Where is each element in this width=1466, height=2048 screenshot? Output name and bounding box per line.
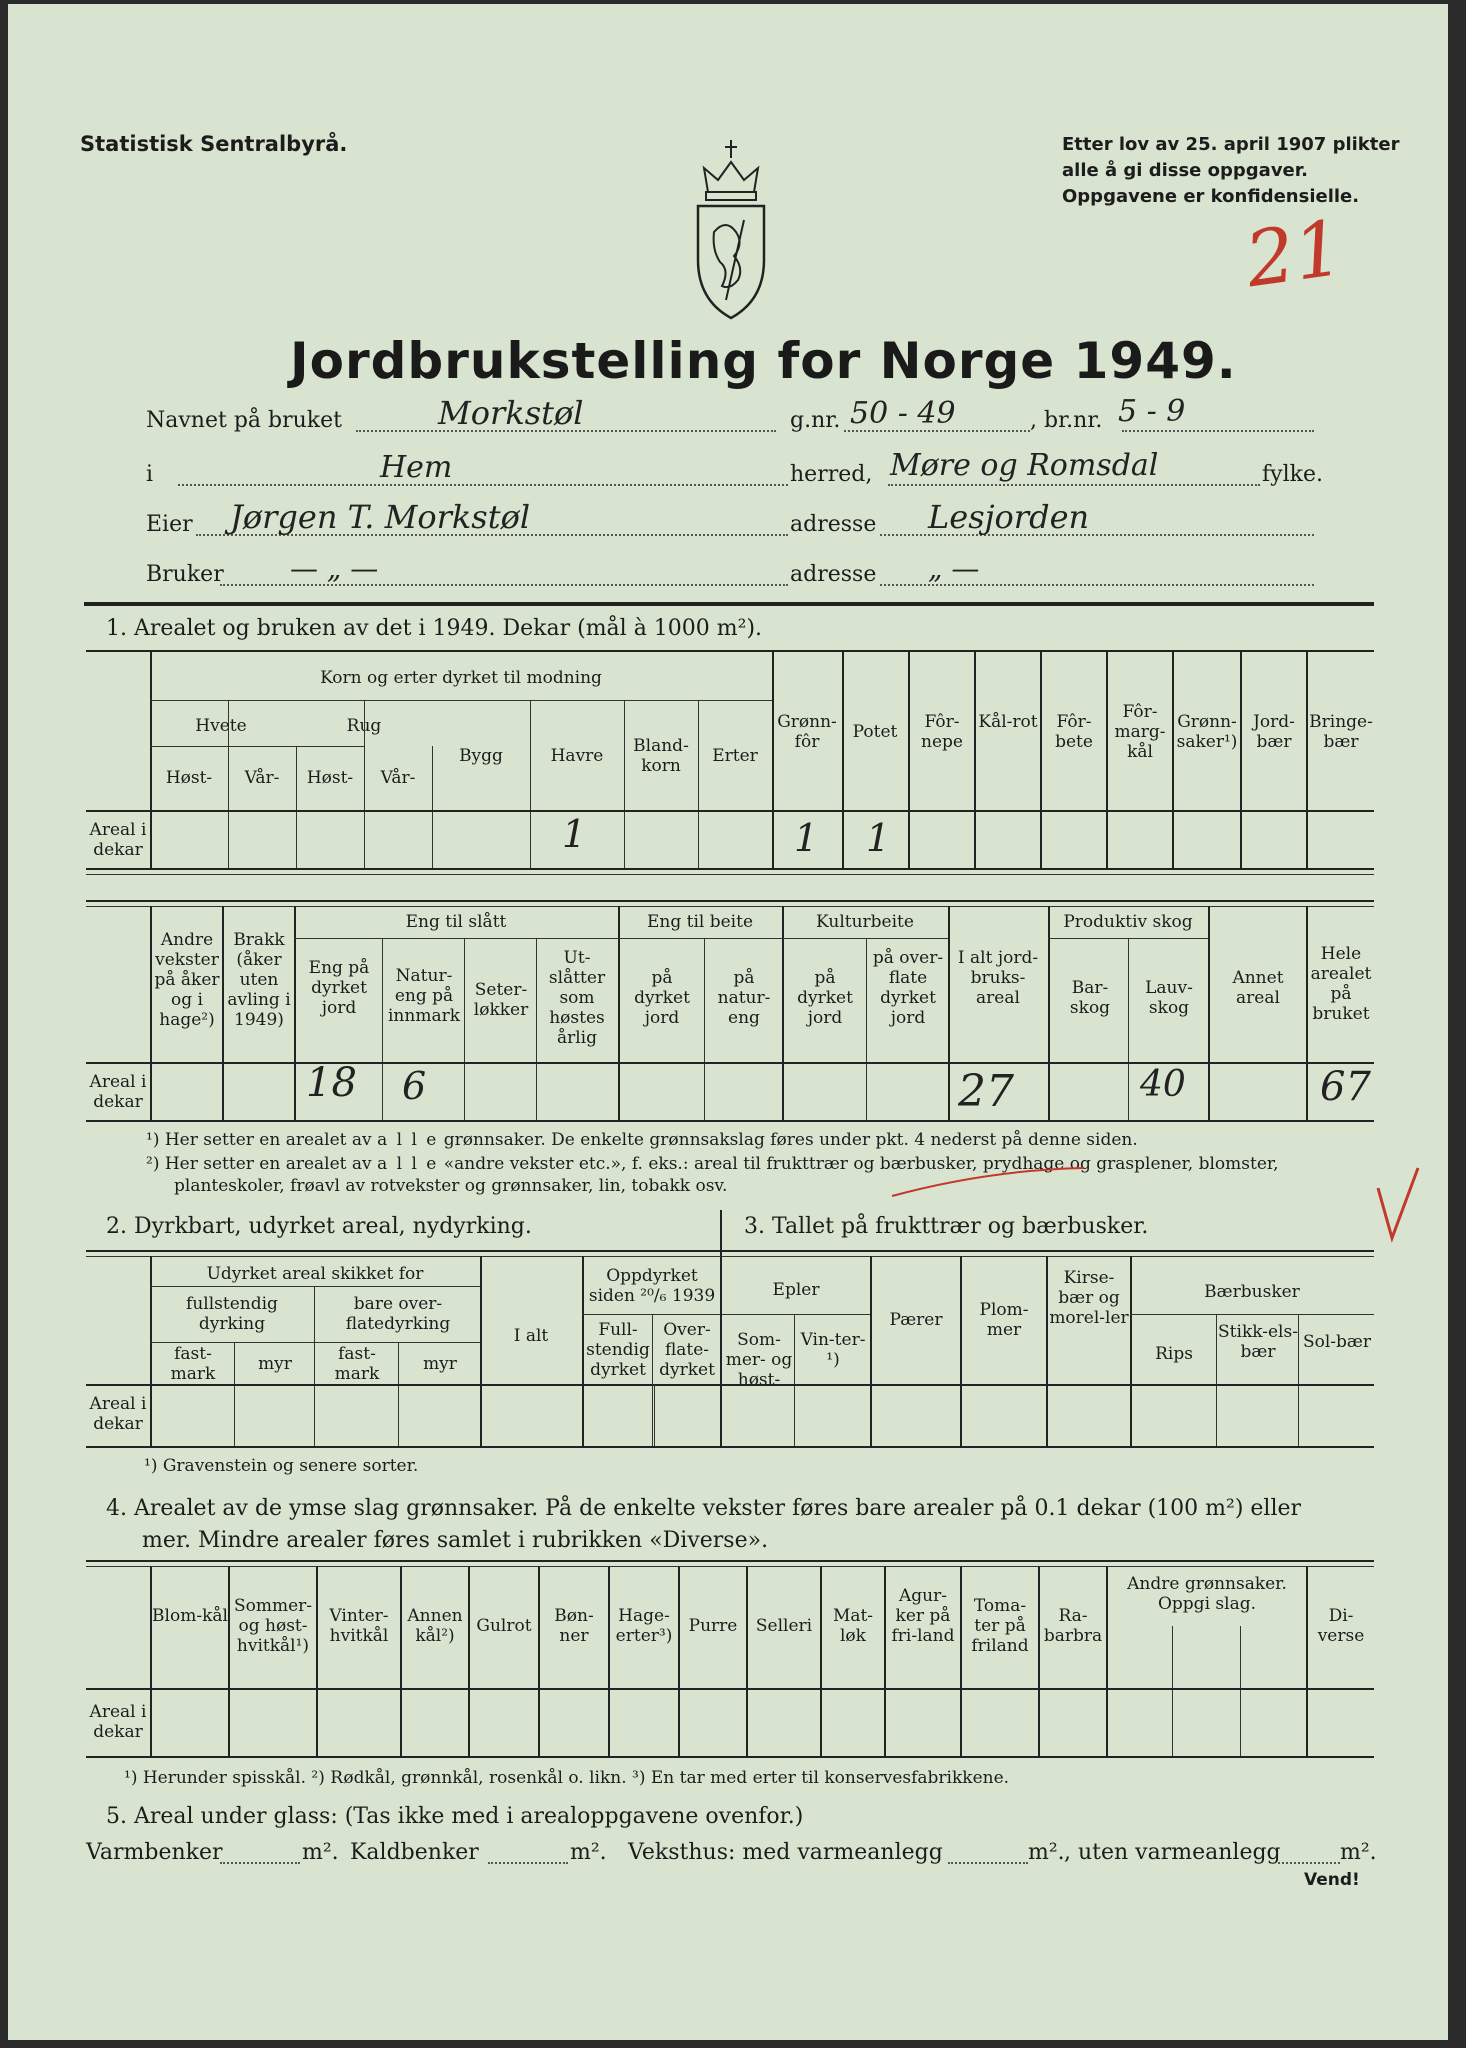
header-solbaer: Sol-bær [1302,1332,1372,1352]
header-eng-dyrket: Eng på dyrket jord [308,958,370,1018]
red-check-mark [1374,1164,1424,1244]
header-plommer: Plom-mer [979,1300,1029,1340]
brnr-value: 5 - 9 [1118,394,1186,429]
header-hvete-var: Vår- [244,768,280,788]
header-bare-overflate: bare over-flatedyrking [345,1294,451,1334]
header-sommer-hostkal: Sommer- og høst-hvitkål¹) [233,1596,313,1656]
red-pencil-mark [888,1164,1088,1204]
user-address-value: „ — [928,552,980,585]
unit-m2: m². [302,1840,339,1865]
header-kultur-overflate: på over-flate dyrket jord [872,948,944,1028]
footnote-2-continued: planteskoler, frøavl av rotvekster og grønnsaker, lin, tobakk osv. [174,1176,728,1196]
user-label: Bruker [146,562,224,587]
header-kalrot: Kål-rot [978,712,1038,732]
herred-label: herred, [790,462,873,487]
section3-title: 3. Tallet på frukttrær og bærbusker. [744,1214,1149,1239]
header-agurker: Agur-ker på fri-land [891,1586,955,1646]
header-tomater: Toma-ter på friland [971,1596,1029,1656]
value-lauvskog: 40 [1140,1064,1186,1105]
header-myr: myr [423,1354,457,1374]
varmbenker-label: Varmbenker [86,1840,223,1865]
header-rug-host: Høst- [306,768,354,788]
header-eng-beite: Eng til beite [646,912,754,932]
row-label-areal: Areal i dekar [89,1072,147,1112]
header-blandkorn: Bland-korn [633,736,689,776]
value-ialt-jordbruksareal: 27 [958,1066,1014,1117]
header-selleri: Selleri [755,1616,813,1636]
header-hvete-host: Høst- [165,768,213,788]
census-form [8,4,1448,2040]
owner-address-value: Lesjorden [928,498,1090,536]
header-jordbaer: Jord-bær [1253,712,1295,752]
header-rug: Rug [346,716,382,736]
value-hele-arealet: 67 [1320,1064,1371,1110]
header-annet-areal: Annet areal [1232,968,1284,1008]
header-bringebaer: Bringe-bær [1309,712,1373,752]
footnote-text: ²) Her setter en arealet av [146,1154,378,1174]
header-andre-gronnsaker: Andre grønnsaker. Oppgi slag. [1127,1574,1287,1614]
farm-name-value: Morkstøl [438,394,584,432]
value-naturenginnmark: 6 [402,1064,427,1108]
owner-address-label: adresse [790,512,877,537]
header-overflate-dyrket: Over-flate-dyrket [659,1320,715,1380]
value-eng-dyrket: 18 [306,1060,357,1106]
header-naturenginnmark: Natur-eng på innmark [387,966,461,1026]
header-ialt: I alt [513,1326,549,1346]
brnr-line [1122,430,1314,432]
section4-title: 4. Arealet av de ymse slag grønnsaker. På de enkelte vekster føres bare arealer på 0.1 dekar (100 m²) eller [106,1496,1302,1521]
unit-m2: m². [1028,1840,1065,1865]
footnote-2 [146,1154,1279,1174]
header-matlok: Mat-løk [832,1606,874,1646]
header-paerer: Pærer [889,1310,943,1330]
header-brakk: Brakk (åker uten avling i 1949) [227,930,291,1030]
header-bonner: Bøn-ner [554,1606,594,1646]
vend-instruction: Vend! [1304,1870,1360,1890]
owner-value: Jørgen T. Morkstøl [230,498,531,536]
section2-title: 2. Dyrkbart, udyrket areal, nydyrking. [106,1214,532,1239]
section4-footnotes: ¹) Herunder spisskål. ²) Rødkål, grønnkål, rosenkål o. likn. ³) En tar med erter til konservesfabrikkene. [124,1768,1010,1788]
veksthus-label: Veksthus: med varmeanlegg [628,1840,943,1865]
header-rips: Rips [1155,1344,1193,1364]
footnote-text: grønnsaker. De enkelte grønnsakslag føres under pkt. 4 nederst på denne siden. [438,1130,1138,1150]
header-utslatter: Ut-slåtter som høstes årlig [548,948,606,1048]
header-annenkal: Annen kål²) [407,1606,463,1646]
header-hele-arealet: Hele arealet på bruket [1310,944,1372,1024]
header-myr: myr [258,1354,292,1374]
legal-notice [1062,132,1399,210]
section1-title: 1. Arealet og bruken av det i 1949. Dekar (mål à 1000 m²). [106,616,763,641]
form-title: Jordbrukstelling for Norge 1949. [290,332,1237,390]
row-label-areal: Areal i dekar [89,1394,147,1434]
divider [86,650,1374,652]
header-seterlokker: Seter-løkker [473,980,529,1020]
header-vinter: Vin-ter-¹) [800,1330,866,1370]
value-havre: 1 [562,812,587,856]
gnr-label: g.nr. [790,408,841,433]
kaldbenker-line [488,1862,568,1864]
header-diverse: Di-verse [1317,1606,1365,1646]
header-rug-var: Vår- [380,768,416,788]
footnote-text: «andre vekster etc.», f. eks.: areal til frukttrær og bærbusker, prydhage og grasplener, blomster, [438,1154,1279,1174]
brnr-label: , br.nr. [1030,408,1103,433]
header-fornepe: Fôr-nepe [921,712,963,752]
section3-footnote: ¹) Gravenstein og senere sorter. [144,1456,419,1476]
value-potet: 1 [866,816,891,860]
header-ialt-jordbruksareal: I alt jord-bruks-areal [957,948,1039,1008]
section4-title-line2: mer. Mindre arealer føres samlet i rubrikken «Diverse». [142,1528,769,1553]
header-hvete: Hvete [195,716,247,736]
municipality-line [178,484,788,486]
header-vinterkal: Vinter-hvitkål [329,1606,389,1646]
header-blomkal: Blom-kål [152,1606,228,1626]
header-andre-vekster: Andre vekster på åker og i hage²) [154,930,220,1030]
header-kulturbeite: Kulturbeite [816,912,914,932]
header-lauvskog: Lauv-skog [1145,978,1193,1018]
header-sommer-host: Som-mer- og høst- [725,1330,793,1390]
unit-m2: m². [1340,1840,1377,1865]
header-formargkal: Fôr-marg-kål [1114,702,1166,762]
header-erter: Erter [712,746,758,766]
footnote-1 [146,1130,1138,1150]
agency-name: Statistisk Sentralbyrå. [80,132,348,156]
legal-notice-line: Etter lov av 25. april 1907 plikter [1062,134,1400,155]
header-fullstendig-dyrket: Full-stendig dyrket [586,1320,650,1380]
user-value: — „ — [290,552,379,585]
header-gronnfor: Grønn-fôr [777,712,837,752]
header-eng-slatt: Eng til slått [405,912,507,932]
county-value: Møre og Romsdal [890,448,1159,483]
header-barskog: Bar-skog [1069,978,1111,1018]
header-stikkelsbaer: Stikk-els-bær [1218,1322,1298,1362]
header-oppdyrket: Oppdyrket siden ²⁰/₆ 1939 [588,1266,716,1306]
header-beite-dyrket: på dyrket jord [634,968,690,1028]
gnr-value: 50 - 49 [850,396,956,431]
handwritten-form-number: 21 [1240,202,1349,305]
row-label-areal: Areal i dekar [89,820,147,860]
header-korn-group: Korn og erter dyrket til modning [320,668,602,688]
header-kultur-dyrket: på dyrket jord [797,968,853,1028]
footnote-emphasis: a l l e [377,1130,439,1150]
header-bygg: Bygg [459,746,503,766]
header-forbete: Fôr-bete [1055,712,1093,752]
header-produktiv-skog: Produktiv skog [1063,912,1193,932]
value-gronnfor: 1 [794,816,819,860]
footnote-emphasis: a l l e [377,1154,439,1174]
footnote-text: ¹) Her setter en arealet av [146,1130,378,1150]
farm-name-label: Navnet på bruket [146,408,342,433]
veksthus-line [948,1862,1028,1864]
uten-varmeanlegg-line [1278,1862,1340,1864]
user-address-label: adresse [790,562,877,587]
header-fastmark: fast-mark [334,1344,380,1384]
divider [84,602,1374,606]
header-potet: Potet [852,722,898,742]
varmbenker-line [220,1862,300,1864]
municipality-value: Hem [380,450,453,485]
header-kirsebaer: Kirse-bær og morel-ler [1049,1268,1129,1328]
header-udyrket-group: Udyrket areal skikket for [206,1264,424,1284]
header-purre: Purre [688,1616,738,1636]
header-beite-natur: på natur-eng [717,968,771,1028]
legal-notice-line: alle å gi disse oppgaver. [1062,160,1308,181]
norwegian-coat-of-arms-icon [686,140,776,330]
header-hageerter: Hage-erter³) [615,1606,673,1646]
county-line [888,484,1260,486]
municipality-label: i [146,462,154,487]
legal-notice-line: Oppgavene er konfidensielle. [1062,186,1360,207]
header-gulrot: Gulrot [476,1616,532,1636]
header-havre: Havre [550,746,604,766]
header-fastmark: fast-mark [170,1344,216,1384]
header-fullstendig-dyrking: fullstendig dyrking [186,1294,278,1334]
header-rabarbra: Ra-barbra [1043,1606,1103,1646]
owner-label: Eier [146,512,193,537]
kaldbenker-label: Kaldbenker [350,1840,479,1865]
section5-title: 5. Areal under glass: (Tas ikke med i arealoppgavene ovenfor.) [106,1804,804,1829]
uten-varmeanlegg-label: , uten varmeanlegg [1064,1840,1281,1865]
row-label-areal: Areal i dekar [89,1702,147,1742]
header-gronnsaker: Grønn-saker¹) [1176,712,1238,752]
unit-m2: m². [570,1840,607,1865]
header-baerbusker: Bærbusker [1204,1282,1300,1302]
header-epler: Epler [772,1280,820,1300]
fylke-label: fylke. [1262,462,1323,487]
